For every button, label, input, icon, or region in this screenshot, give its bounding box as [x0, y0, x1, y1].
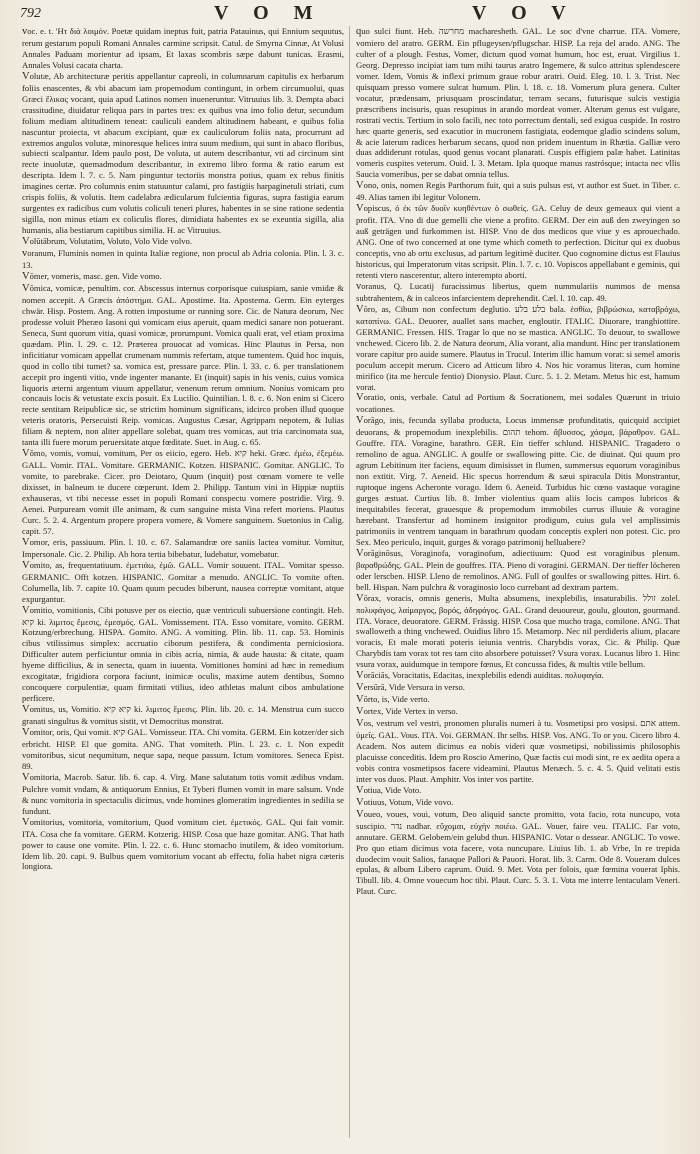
left-column — [22, 26, 344, 1142]
dictionary-entry: Vomitor, oris, Qui vomit. קיא GAL. Vomisseur. ITA. Chi vomita. GERM. Ein kotzer/der sich erbricht. HISP. El que gomita. ANG. That vomiteth. Plin. l. 23. c. 1. Non expedit vomitoribus, sicut nequmitum, neque sapa, neque passum. Ictum vomitores. Seneca Epist. 89. — [22, 727, 344, 771]
dictionary-entry: Versūrā, Vide Versura in verso. — [356, 682, 465, 694]
dictionary-entry: Vōrto, is, Vide verto. — [356, 694, 430, 706]
page-number: 792 — [20, 6, 41, 21]
column-divider — [349, 26, 350, 1138]
dictionary-entry: Vōro, as, Cibum non confectum deglutio. בלע בלע bala. ἐσθίω, βιβρώσκω, καταβρόχω, καταπίνω. GAL. Deuorer, auallet sans macher, engloutir. ITALIC. Diuorare, tranghiottire. GERMANIC. Fressen. HIS. Tragar lo que no se mastica. ANGLIC. To deuour, to swallowe vnchewed. Cicero lib. 2. de Natura deorum, Alia vorant, alia mandunt. Hinc per translationem vorare capitur pro auide sumere. Plautus in Trucul. Interim illic hamum vorat: si semel amoris poculum accepit merum. Cicero ad Atticum libro 4. Nos hic voramus literas, cum homine mirifico (ita me hercule fentio) Dionysio. Plaut. Curc. 5. 1. 2. Metam. Metus hic est, hamum vorat. — [356, 303, 680, 392]
dictionary-entry: Votiua, Vide Voto. — [356, 784, 422, 796]
dictionary-entry: Vŏmo, vomis, vomui, vomitum, Per os eiicio, egero. Heb. קיא heki. Græc. ἐμέω, ἐξεμέω. GALL. Vomir. ITAL. Vomitare. GERMANIC. Kotzen. HISPANIC. Gomitar. ANGLIC. To vomite, to parebrake. Cicer. pro Deiotaro, Quum (inquit) post cœnam vomere te velle dixisset, in balneum te ducere cœperunt. Idem 2. Philipp. Tantum vini in Hippiæ nuptiis exhauseras, vt tibi necesse esset in populi Romani conspectu vomere postridie. Virg. 9. Aenei. Purpuream vomit ille animam, & cum sanguine mista Vina refert moriens. Plautus Curc. 5. 2. 4. Argentum propere propera vomere, & Vomere sanguinem. Suetonius in Calig. capit. 57. — [22, 448, 344, 536]
dictionary-entry: Vomitus, us, Vomitio. קיא קיא ki. λιμιτος ἔμεσις. Plin. lib. 20. c. 14. Menstrua cum succo granati singultus & vomitus sistit, vt Democritus monstrat. — [22, 704, 344, 727]
dictionary-entry: Votiuus, Votum, Vide vovo. — [356, 796, 454, 808]
dictionary-entry: Vomitoria, Macrob. Satur. lib. 6. cap. 4. Virg. Mane salutatum totis vomit ædibus vndam. Pulchre vomit vndam, & antiquorum Ennius, Et Tyberi flumen vomit in mare salsum. Vnde & nunc vomitoria in spectaculis dicimus, vnde homines glomeratim ingredientes in sedilia se fundunt. — [22, 771, 344, 816]
dictionary-entry: Vorāginōsus, Voraginofa, voraginofum, adiectiuum: Quod est voraginibus plenum. βαραθρώδης. GAL. Plein de gouffres. ITA. Pieno di voragini. GERMAN. Der tieffer löcheren oder lerscben. HISP. Lleno de remolinos. ANG. Full of goulfes or swallowing pittes. Hirt. 6. bell. Hispan. Nam pulchra & voraginosio loco currebant ad dextram partem. — [356, 547, 680, 592]
dictionary-entry: Volutæ, Ab architecturæ peritis appellantur capreoli, in columnarum capitulis ex herbarum foliis enascentes, & vbi abacum iam propemodum contingunt, in orbem circumuolui, quas Græci ἕλικας vocant, quia apud Latinos nomen inueneruntur. Vitruuius lib. 3. Dempta abaci crassitudine, diuidatur reliqua pars in partes tres: ex quibus vna imo folio detur, secundum folium mediam altitudinem teneat: cauliculi eandem altitudinem habeant, e quibus folia nascuntur proiecta, vt abacum excipiant, quæ ex cauliculorum foliis nata, procurrunt ad extremos angulos volutæ, minoresque helices intra suum medium, qui sunt in abaco floribus, subiecti scalpantur. Idem paulo post, De voluta, ut autem describantur, vti ad circinum sint recte inuolutæ, quemadmodum describantur, in extremo libro forma & ratio earum est descripta. Idem l. 7. c. 5. Nam pinguntur tectoriis monstra potius, quam ex rebus finitis imagines certæ. Pro columnis enim statuuntur calami, pro fastigiis harpaginetuli striati, cum crispis foliis, & volutis. Item cadelabra ædicularum fulcientia figuras, supra fastigia earum surgentes ex radicibus cum volutis coliculi teneri plures, habentes in se sine ratione sedentia sigilla, non minus etiam ex coliculis flores, dimidiata habentes ex se exeuntia sigilla, alia humanis, alia bestiarum capitibus similia. H. ac Vitruuius. — [22, 70, 344, 236]
dictionary-entry: Vorāgo, inis, fecunda syllaba producta, Locus immensæ profunditatis, quicquid accipiet deuorans, & propemodum inexplebilis. תהום tehom. ἄβυσσος, χάσμα, βάραθρον. GAL. Gouffre. ITA. Voragine, barathro. GER. Ein tieffer schlund. HISPANIC. Tragadero o remolino de agua. ANGLIC. A goulfe or swallowing pitte. Cic. de diuinat. Qui quum pro agrum Lebitinum iter faciens, equum dimisisset in flumen, summersus equorum voraginibus non extitit. Virg. 7. Aeneid. Hic specus horrendum & sæui spiracula Ditis Monstrantur, ruptoque ingens Acheronte vorago. Idem 6. Aeneid. Turbidus hic cœno vastaque voragine gurges æstuat. Curtius lib. 8. Imber violentius quam aliis locis campos lubricos & inequitabiles fecerat, grauesque & propemodum immobiles currus illuuie & voragine hærebant. Transfertur ad hominem insignitor prodigum, cuius gula vel amplissimis patrimoniis in ventrem tanquam in barathrum quodam conceptis expleri non potest. Cic. pro Sex. Meo periculo, inquit, gurges & vorago patrimonij helluabere? — [356, 415, 680, 547]
dictionary-entry: Voratio, onis, verbale. Catul ad Portium & Socrationem, mei sodales Quærunt in triuio vocationes. — [356, 392, 680, 415]
dictionary-entry: Vomito, as, frequentatiuum. ἐμετιάω, ἐμῶ. GALL. Vomir souuent. ITAL. Vomitar spesso. GERMANIC. Offt kotzen. HISPANIC. Gomitar a menudo. ANGLIC. To vomite often. Columella, lib. 7. capite 10. Quam quum pecudes biberunt, nausea correptæ vomitant, atque expurgantur. — [22, 559, 344, 604]
dictionary-entry: Vorāciās, Voracitatis, Edacitas, inexplebilis edendi auiditas. πολυφαγία. — [356, 670, 604, 682]
dictionary-entry: Vōmica, vomicæ, penultim. cor. Abscessus internus corporisque cuiuspiam, sanie vmidæ & nomen accepit. A Græcis ἀπόστημα. GAL. Apostime. Ita. Apostema. Germ. Ein eyterges chwär. Hisp. Postem. Ang. A rotten impostume or running sore. Cic. de Natura deorum, Nec prodesse voluit Pheræo Iasoni qui vomicam eius aperuit, quam medici sanare non potuerant. Seneca, Sunt quorum vitia, quasi vomicæ, prorumpunt. Vomica quali erat, vel etiam proxima quædam. Plin. l. 29. c. 12. Præterea prouocat ad vomicas. Hinc Plautus in Persa, non inficitiatur vomicam appellat crumenam nummis refertam, atque tumentem. Quid hoc inquis, quod in collo tibi tumet? sa. vomica est, pressare parce. Plin. l. 33. c. 6. per translationem accepit pro ingenti vitio, vnde ingenter manante. Et (inquit) sapis in his venis, cuius vomica liquoris æterni argentum viuum appellatur, venenum rerum omnium. Nonius vomicam pro concauis locis & vetustate excis posuit. Ex Lucilio. Quintilian. l. 8. c. 6. Non enim si Cicero recte sentitam Reipublicæ sic, se strictim hominum significans, idcirco proben illud quoque veteris oratoris, Persecuisti Reip. vomicas. Augustus Cæsar, Agrippam nepotem, & Iulias filiam & neptem, non aliter appellare solebat, quam tres vomicas, aut tria carcinomata sua, tanta illi fuere morum peruersitate atque fœditate. Suet. in Aug. c. 65. — [22, 282, 344, 448]
running-head-right: V O V — [472, 2, 576, 24]
dictionary-entry: Vomor, eris, passiuum. Plin. l. 10. c. 67. Salamandræ ore saniis lactea vomitur. Vomitur, Impersonale. Cic. 2. Philip. Ab hora tertia bibebatur, ludebatur, vomebatur. — [22, 536, 344, 559]
dictionary-entry: Vomitio, vomitionis, Cibi potusve per os eiectio, quæ ventriculi subuersione contingit. Heb. קיא ki. λιμιτος ἔμεσις, ἐμεσμός. GAL. Vomissement. ITA. Esso vomitare, vomito. GERM. Kotzung/erbrechung. HISPA. Gomito. ANG. A vomiting. Plin. lib. 11. cap. 53. Hominis cibus vtilissimus simplex: accruatio ciborum pestifera, & condimenta perniciosiora. Difficulter autem perficiuntur omnia in cibis acria, nimia, & aude hausta: & citate, quam hyeme difficilius, & in senecta, quam in iuuenta. Vomitiones homini ad hæc in remedium excogitatæ, frigidiora corpora faciunt, inimicæ oculis, maxime autem dentibus, Somno concoquere corpulentiæ, quam firmitati vtilius, ideo athletas malunt cibos ambulatione perficere. — [22, 604, 344, 704]
dictionary-entry: Vōmer, vomeris, masc. gen. Vide vomo. — [22, 270, 162, 282]
page-header — [14, 2, 686, 28]
dictionary-entry: voc. e. t. 'Ητ διὰ λοιμόν. Poetæ quidam ineptus fuit, patria Patauinus, qui Ennium sequutus, rerum gestarum populi Romani Annales carmine scripsit. Catul. de Smyrna Cinnæ, At Volusi Annales Paduam morientur ad ipsam, Et laxas scombris sæpe dabunt tunicas. Erasmi, Annales Volusi cacata charta. — [22, 26, 344, 70]
running-head-left: V O M — [214, 2, 323, 24]
dictionary-entry: Vono, onis, nomen Regis Parthorum fuit, qui a suis pulsus est, vt author est Suet. in Tiber. c. 49. Alias tamen ibi legitur Volonem. — [356, 180, 680, 203]
dictionary-entry: Volūtābrum, Volutatim, Voluto, Volo Vide volvo. — [22, 236, 192, 248]
dictionary-entry: voranus, Q. Lucatij furacissimus libertus, quem nummulariis nummos de mensa subtrahentem, & in calceos infarcientem deprehendit. Cæl. l. 10. cap. 49. — [356, 280, 680, 303]
dictionary-entry: Vopiscus, ὁ ἐκ τῶν δυοῖν κυηθέντων ὁ σωθείς. GA. Celuy de deux gemeaux qui vient a profit. ITA. Vno di due gemelli che viene a profito. GERM. Der ein auß den zweyingen so auß geträgen und furkommen ist. HISP. Vno de dos medicos que viue y es aprouechado. ANG. One of two concerned at one tyme which cometh to perfection. Dicitur qui ex duobus conceptis, vno ab ortu exclusus, ad partum legitimè duciter. Quo cognomine dictus est Flauius historicus, qui Imperatorum vitas scripsit. Plin. l. 7. c. 10. Vopiscos appellabant e geminis, qui retenti vtero nascerentur, altero interempto aborti. — [356, 203, 680, 280]
dictionary-entry: Voueo, voues, voui, votum, Deo aliquid sancte promitto, vota facio, rota nuncupo, vota suscipio. נדר nadhar. εὔχομαι, εὐχὴν ποιέω. GAL. Vouer, faire veu. ITALIC. Far voto, annutare. GERM. Gelobem/ein gelubd thun. HISPANIC. Votar o dessear. ANGLIC. To vowe. Pro quo etiam dicimus vota facere, vota nuncupare. Liuius lib. 1. ab Vrbe, In re trepida duodecim vouit Salios, fanaque Pallori & Pauori. Horat. lib. 3. Carm. Ode 8. Voueram dulces epulas, & album Libero caprum. Ouid. 9. Met. Vota per folois, quæ fœmina vouerat Iphis. Tibull. lib. 4. Omne vouecum hoc tibi. Plaut. Curc. 5. 3. 1. Vota me interre lentaculam Veneri. Plaut. Curc. — [356, 808, 680, 897]
dictionary-entry: Vomitorius, vomitoria, vomitorium, Quod vomitum ciet. ἐμετικός. GAL. Qui fait vomir. ITA. Cosa che fa vomitare. GERM. Kotzerig. HISP. Cosa que haze gomitar. ANG. That hath power to cause one vomite. Plin. l. 22. c. 6. Hunc stomacho inutilem, & ideo vomitorium. Idem lib. 20. capi. 9. Bulbus quem vomitorium vocant ab effectu, folia habet nigra cæteris longiora. — [22, 816, 344, 872]
right-column — [356, 26, 680, 1142]
dictionary-entry: Vōrax, voracis, omnis generis, Multa absumens, inexplebilis, insaturabilis. זולל zolel. πολυφάγος, λαίμαργος, βορός, ἀδηφάγος. GAL. Grand deuoureur, goulu, glouton, gourmand. ITA. Vorace, deuoratore. GERM. Frässig. HISP. Cosa que mucho traga, comilone. ANG. That swalloweth a thing vnchewed. Ouidius libro 15. Metamorp. Nec nil perdideris alium, placare voracis, Et male morati poteris ieiunia ventris. Charybdis vorax, Cic. & Philip. Quæ Charybdis tam vorax tot res tam cito absorbere potuisset? Vsura vorax. Lucanus libro 1. Hinc vsura vorax, auidumque in tempore fœnus, Et concussa fides, & multis vtile bellum. — [356, 592, 680, 670]
dictionary-entry: voranum, Fluminis nomen in quinta Italiæ regione, non procul ab Adria colonia. Plin. l. 3. c. 13. — [22, 248, 344, 271]
dictionary-entry: Vortex, Vide Vertex in verso. — [356, 706, 458, 718]
dictionary-entry: Vos, vestrum vel vestri, pronomen pluralis numeri à tu. Vosmetipsi pro vosipsi. אתם attem. ὑμεῖς. GAL. Vous. ITA. Voi. GERMAN. Ihr selbs. HISP. Vos. ANG. To or you. Cicero libro 4. Academ. Nos autem dicimus ea nobis videri quæ vosmetipsi, nobilissimis philosophis placuisse conceditis. Idem pro Roscio Amerino, Quæ factis cui modi sint, re ex aedita opera a vobis contra vosmetipsos facere videamini. Plautus Menæch. 5. c. 4. 5. Quid velitati estis inter vos duos. Plaut. Amphitr. Vos inter vos partite. — [356, 718, 680, 784]
dictionary-entry: quo sulci fiunt. Heb. מחרשה macharesheth. GAL. Le soc d'vne charrue. ITA. Vomere, vomiero del aratro. GERM. Ein pflugeysen/pflugschar. HISP. La reja del arado. ANG. The culter of a plough. Festus, Vomer, dictum quod vomat humum, hoc est, eruat. Virgilius 1. Georg. Depresso incipiat iam tum mihi taurus aratro Ingemere, & sulco attritus splendescere vomer. Idem, Vomis & inflexi primum graue robur aratri. Ouid. Eleg. 10. l. 3. Trist. Nec quisquam presso vomere sulcat humum. Plin. l. 18. c. 18. Vomerum plura genera. Culter vocatur, prædensam, priusquam proscindatur, terram secans, futurisque sulcis vestigia præscribens incisuris, quas resupinus in arando mordeat vomer. Alterum genus est vulgare, rostrati vectis. Tertium in solo facili, nec toto porrectum dentali, sed exigua cuspide. In rostro hæc quarte generis, sed exacutior in mucronem fastigiata, eodemque gladio scindens solum, & acie laterum radices herbarum secans, quod non pridem inuentum in Rhætia. Galliæ vero duas addiderunt rotulas, quod genus vocant planarati. Cuspis effigiem palæ habet. Latinitas vomeris cuspites veterum. Ouid. l. 3. Metam. Ipla quoque manus rastrósque; intacta nec vllis Saucia vomeribus, per se dabat omnia tellus. — [356, 26, 680, 180]
